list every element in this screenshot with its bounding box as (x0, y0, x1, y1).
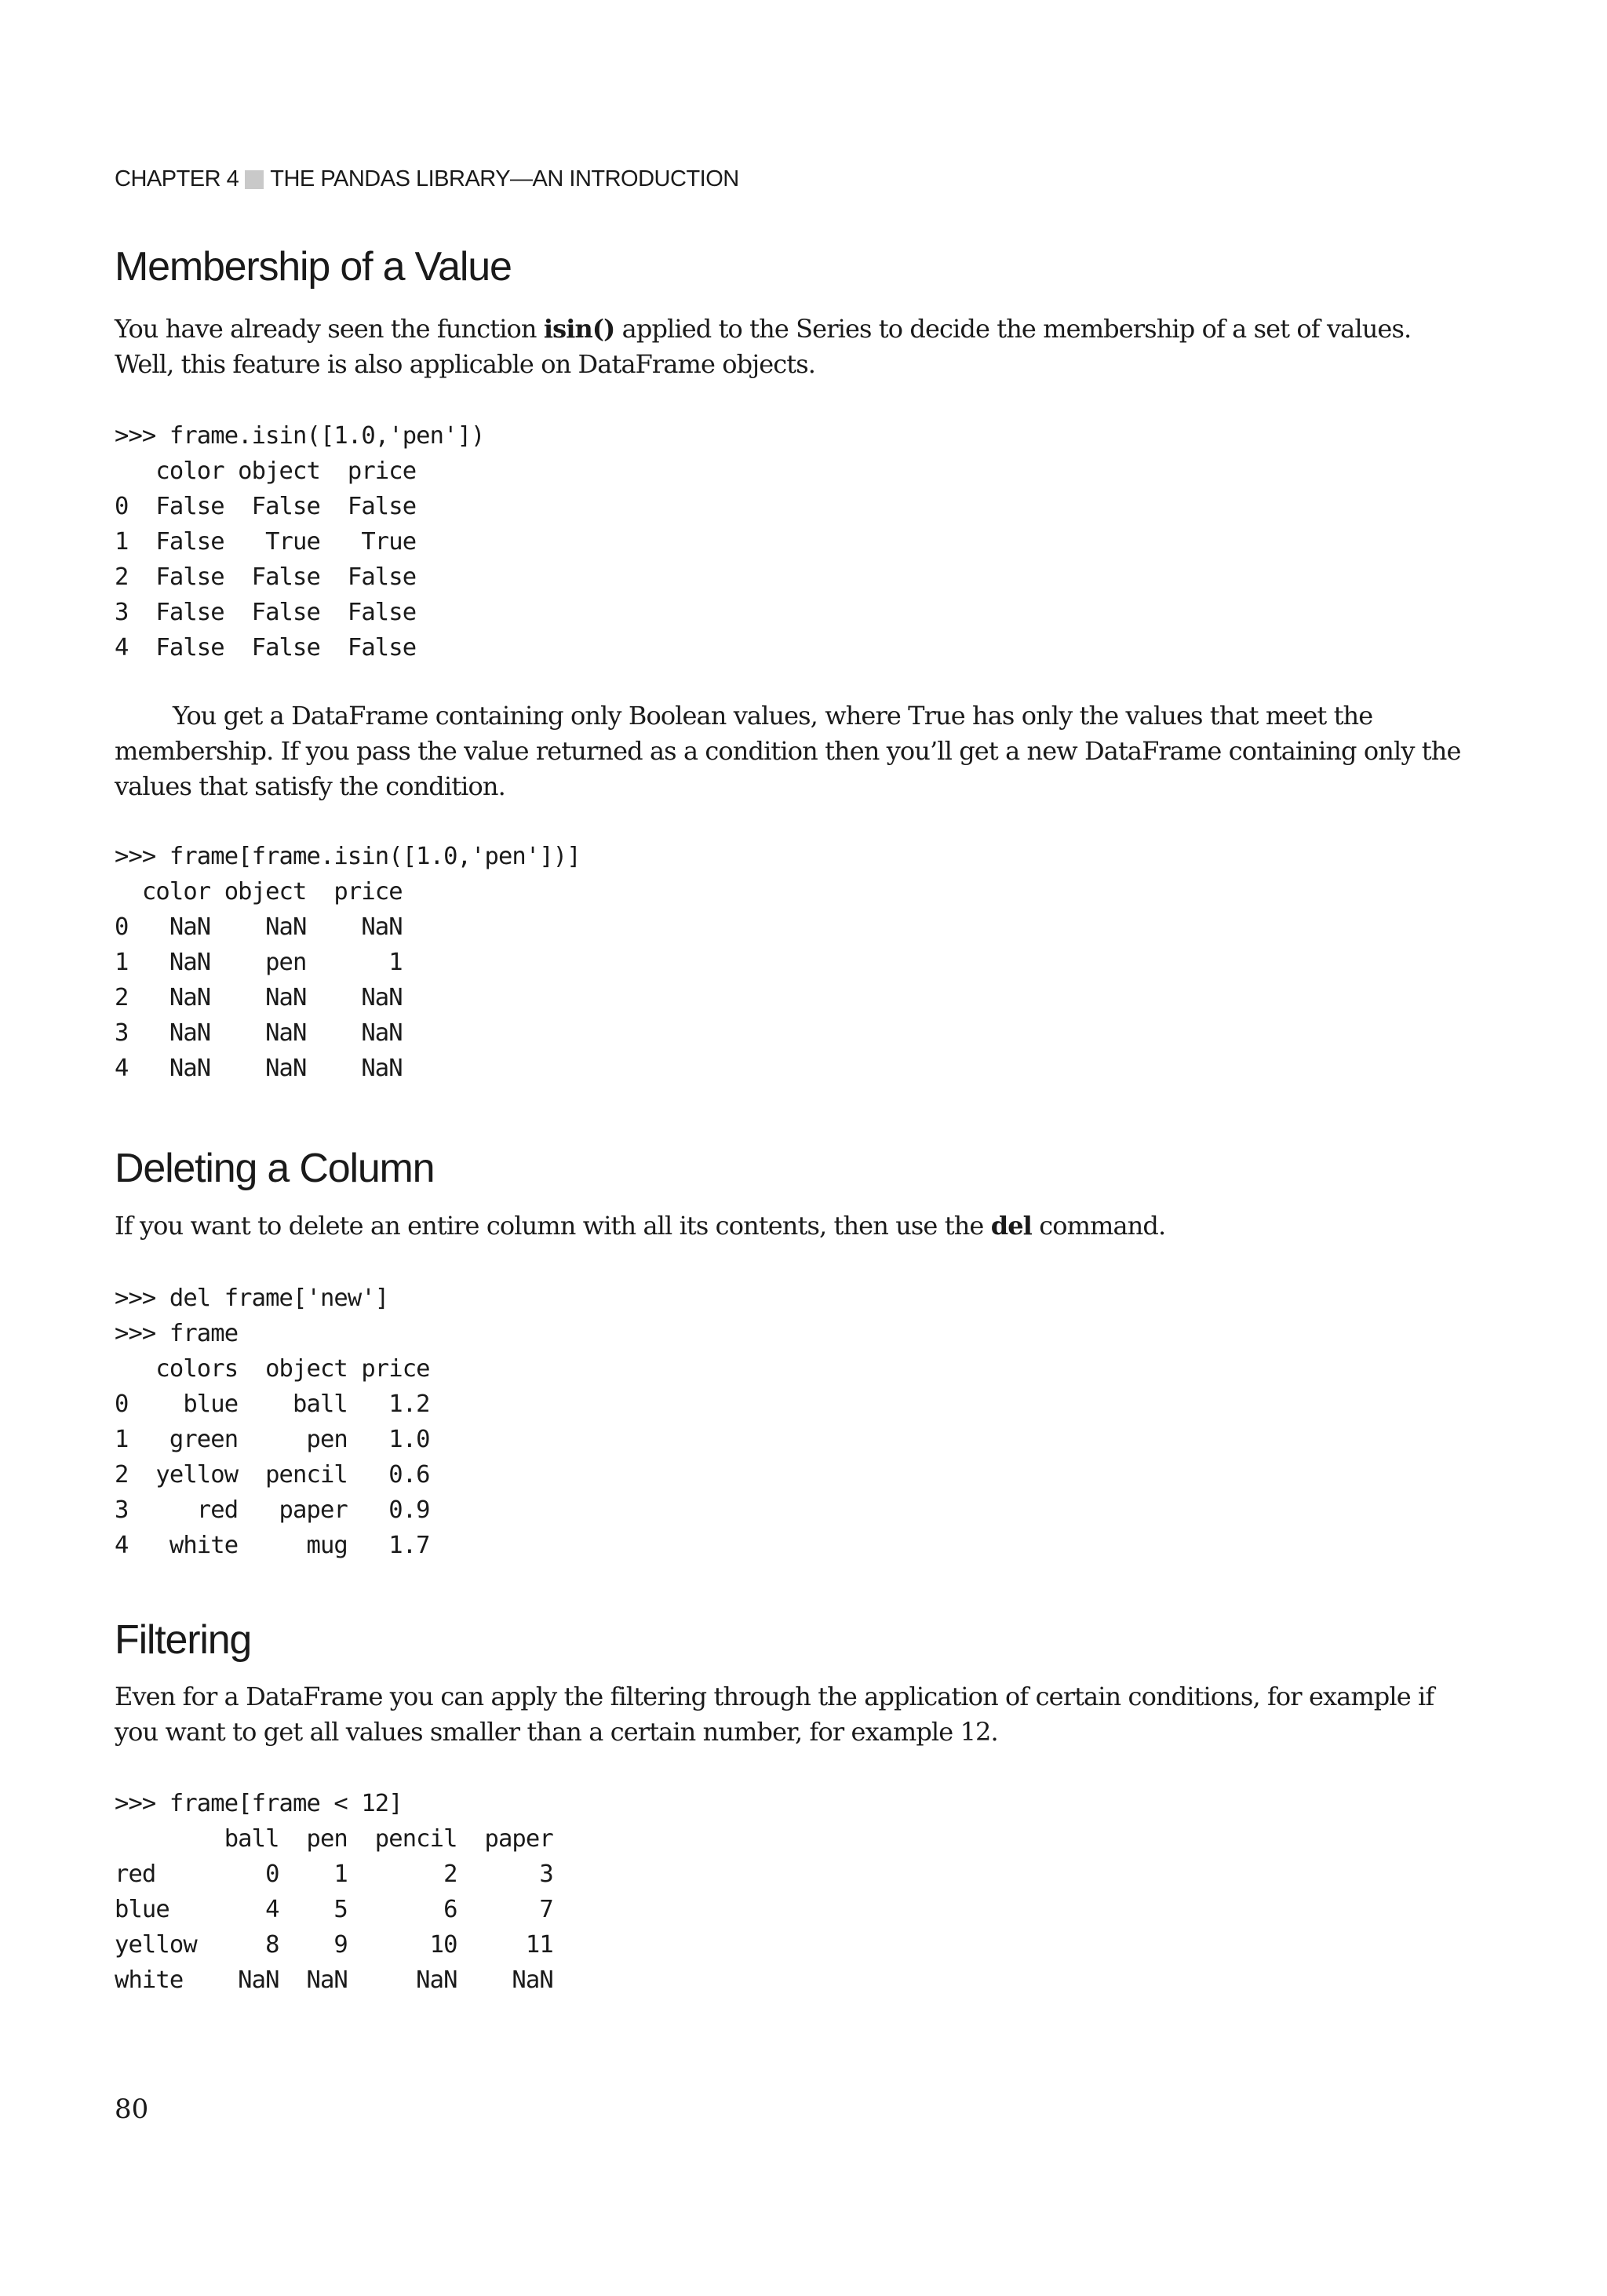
code-block-isin-filter: >>> frame[frame.isin([1.0,'pen'])] color object price 0 NaN NaN NaN 1 NaN pen 1 2 NaN NaN NaN 3 NaN NaN NaN 4 NaN NaN NaN (115, 843, 581, 1082)
running-head (115, 166, 739, 192)
page-number: 80 (115, 2094, 149, 2125)
chapter-label: CHAPTER 4 (115, 166, 239, 191)
code-block-isin: >>> frame.isin([1.0,'pen']) color object price 0 False False False 1 False True True 2 False False False 3 False False False 4 False False False (115, 422, 485, 661)
section-heading-filtering: Filtering (115, 1617, 252, 1663)
filtering-text: Even for a DataFrame you can apply the filtering through the application of certain conditions, for example if you want to get all values smaller than a certain number, for example 12. (115, 1682, 1434, 1747)
code-block-filter: >>> frame[frame < 12] ball pen pencil paper red 0 1 2 3 blue 4 5 6 7 yellow 8 9 10 11 white NaN NaN NaN NaN (115, 1790, 553, 1994)
isin-function-name: isin() (543, 314, 615, 344)
membership-intro: You have already seen the function isin() applied to the Series to decide the membership of a set of values. Well, this feature is also applicable on DataFrame objects. (115, 314, 1412, 379)
section-heading-deleting: Deleting a Column (115, 1146, 435, 1191)
membership-explanation: You get a DataFrame containing only Boolean values, where True has only the values that meet the membership. If you pass the value returned as a condition then you’ll get a new DataFrame containing only the values that satisfy the condition. (115, 701, 1461, 801)
deleting-text: If you want to delete an entire column with all its contents, then use the del command. (115, 1211, 1166, 1241)
del-command-name: del (990, 1211, 1032, 1241)
section-heading-membership: Membership of a Value (115, 244, 512, 290)
code-block-del: >>> del frame['new'] >>> frame colors object price 0 blue ball 1.2 1 green pen 1.0 2 yellow pencil 0.6 3 red paper 0.9 4 white mug 1.7 (115, 1285, 430, 1559)
chapter-title: THE PANDAS LIBRARY—AN INTRODUCTION (270, 166, 739, 191)
separator-square-icon (245, 170, 264, 189)
